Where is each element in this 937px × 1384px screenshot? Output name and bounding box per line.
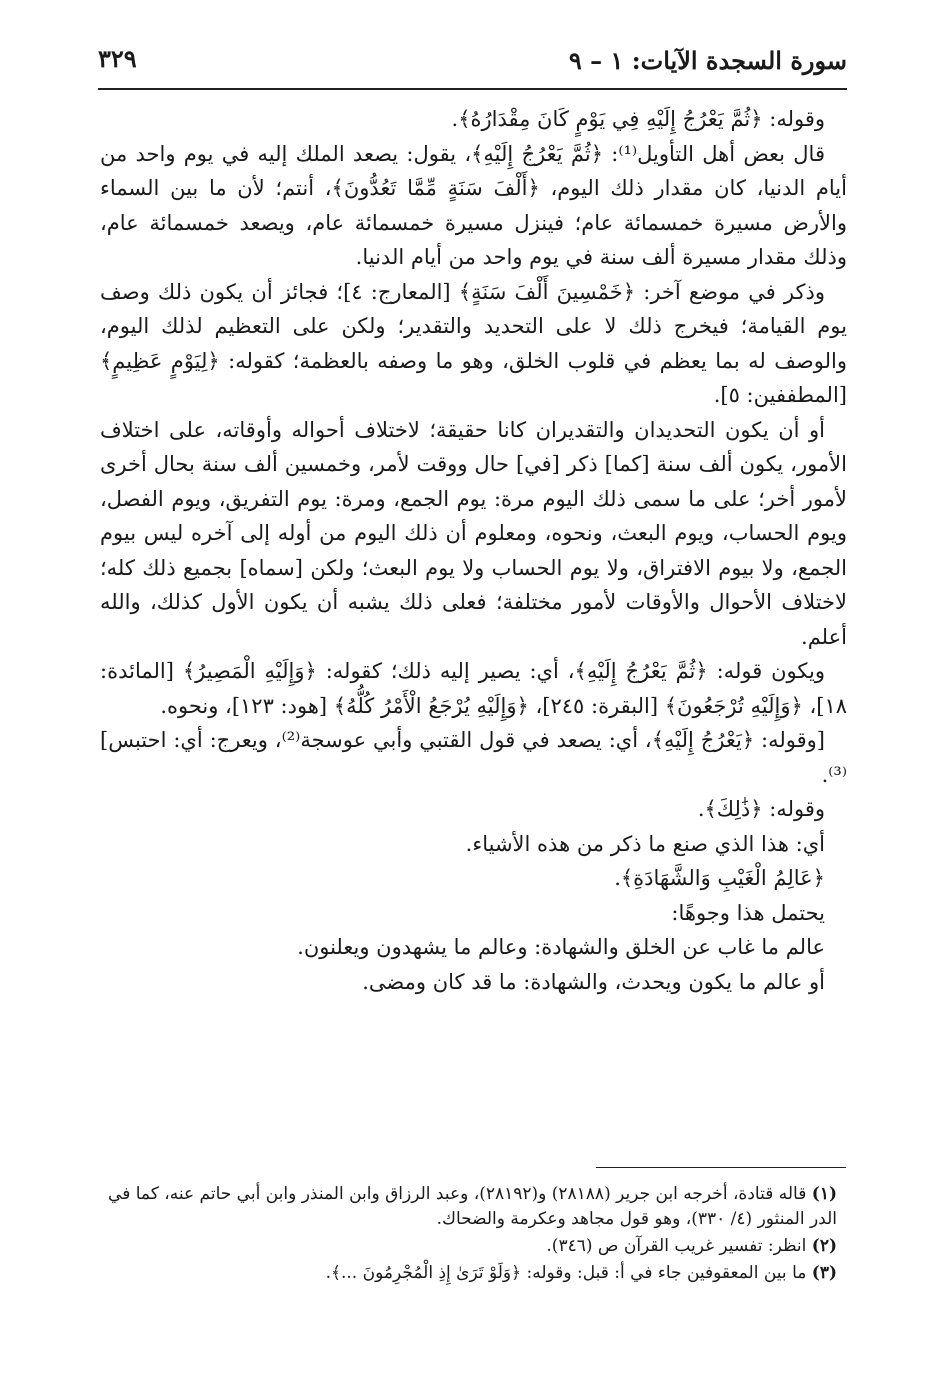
header-rule [98,88,847,90]
paragraph-return-to-him: ويكون قوله: ﴿ثُمَّ يَعْرُجُ إِلَيْهِ﴾، أي: يصير إليه ذلك؛ كقوله: ﴿وَإِلَيْهِ الْمَصِيرُ﴾ [المائدة: ١٨]، ﴿وَإِلَيْهِ تُرْجَعُونَ﴾ [البقرة: ٢٤٥]، ﴿وَإِلَيْهِ يُرْجَعُ الْأَمْرُ كُلُّهُ﴾ [هود: ١٢٣]، ونحوه. [100,659,847,718]
footnote-number: (٣) [811,1263,837,1283]
footnote-text: قاله قتادة، أخرجه ابن جرير (٢٨١٨٨) و(٢٨١٩٢)، وعبد الرزاق وابن المنذر وابن أبي حاتم عنه، كما في الدر المنثور (٤/ ٣٣٠)، وهو قول مجاهد وعكرمة والضحاك. [108,1184,837,1229]
footnote-text: انظر: تفسير غريب القرآن ص (٣٤٦). [546,1236,807,1256]
footnote-number: (١) [811,1184,837,1204]
page-number: ٣٢٩ [98,44,137,73]
paragraph-two-measures: أو أن يكون التحديدان والتقديران كانا حقيقة؛ لاختلاف أحواله وأوقاته، على اختلاف الأمور، يكون ألف سنة [كما] ذكر [في] حال ووقت لأمر، وخمسين ألف سنة بحال أخرى لأمور أخر؛ على ما سمى ذلك اليوم مرة: يوم الجمع، ومرة: يوم التفريق، ويوم الفصل، ويوم الحساب، ويوم البعث، ونحوه، ومعلوم أن ذلك اليوم من أوله إلى آخره ليس بيوم الجمع، ولا بيوم الافتراق، ولا يوم الحساب ولا يوم البعث؛ ولكن [سماه] بجميع ذلك كله؛ لاختلاف الأحوال والأوقات لأمور مختلفة؛ فعلى ذلك يشبه أن يكون الأول كذلك، والله أعلم. [100,417,847,649]
paragraph-option-two: أو عالم ما يكون ويحدث، والشهادة: ما قد كان ومضى. [362,969,825,994]
footnote-separator [596,1167,846,1168]
page-header [98,42,847,86]
paragraph-bracketed-note: [وقوله: ﴿يَعْرُجُ إِلَيْهِ﴾، أي: يصعد في قول القتبي وأبي عوسجة⁽²⁾، ويعرج: أي: احتبس]⁽³⁾. [100,728,847,787]
running-title: سورة السجدة الآيات: ١ – ٩ [568,46,847,75]
footnotes [98,1182,837,1288]
paragraph-option-one: عالم ما غاب عن الخلق والشهادة: وعالم ما يشهدون ويعلنون. [297,935,825,959]
paragraph-verse-alim: ﴿عَالِمُ الْغَيْبِ وَالشَّهَادَةِ﴾. [614,866,825,890]
footnote [98,1234,837,1259]
footnote [98,1182,837,1232]
paragraph-verse-intro: وقوله: ﴿ثُمَّ يَعْرُجُ إِلَيْهِ فِي يَوْمٍ كَانَ مِقْدَارُهُ﴾. [451,107,825,131]
paragraph-tawil: قال بعض أهل التأويل⁽¹⁾: ﴿ثُمَّ يَعْرُجُ إِلَيْهِ﴾، يقول: يصعد الملك إليه في يوم واحد من أيام الدنيا، كان مقدار ذلك اليوم، ﴿أَلْفَ سَنَةٍ مِّمَّا تَعُدُّونَ﴾، أنتم؛ لأن ما بين السماء والأرض مسيرة خمسمائة عام؛ فينزل مسيرة خمسمائة عام، ويصعد خمسمائة عام، وذلك مقدار مسيرة ألف سنة في يوم واحد من أيام الدنيا. [100,141,847,269]
paragraph-meaning: أي: هذا الذي صنع ما ذكر من هذه الأشياء. [465,831,825,856]
paragraph-possibilities: يحتمل هذا وجوهًا: [671,900,825,925]
footnote [98,1261,837,1286]
paragraph-fifty-thousand: وذكر في موضع آخر: ﴿خَمْسِينَ أَلْفَ سَنَةٍ﴾ [المعارج: ٤]؛ فجائز أن يكون ذلك وصف يوم القيامة؛ فيخرج ذلك لا على التحديد والتقدير؛ ولكن على التعظيم لذلك اليوم، والوصف له بما يعظم في قلوب الخلق، وهو ما وصفه بالعظمة؛ كقوله: ﴿لِيَوْمٍ عَظِيمٍ﴾ [المطففين: ٥]. [100,279,847,407]
footnote-number: (٢) [811,1236,837,1256]
footnote-text: ما بين المعقوفين جاء في أ: قبل: وقوله: ﴿وَلَوْ تَرَىٰ إِذِ الْمُجْرِمُونَ ...﴾. [325,1263,807,1283]
paragraph-dhalika: وقوله: ﴿ذَٰلِكَ﴾. [697,797,825,821]
body-text [100,102,847,999]
